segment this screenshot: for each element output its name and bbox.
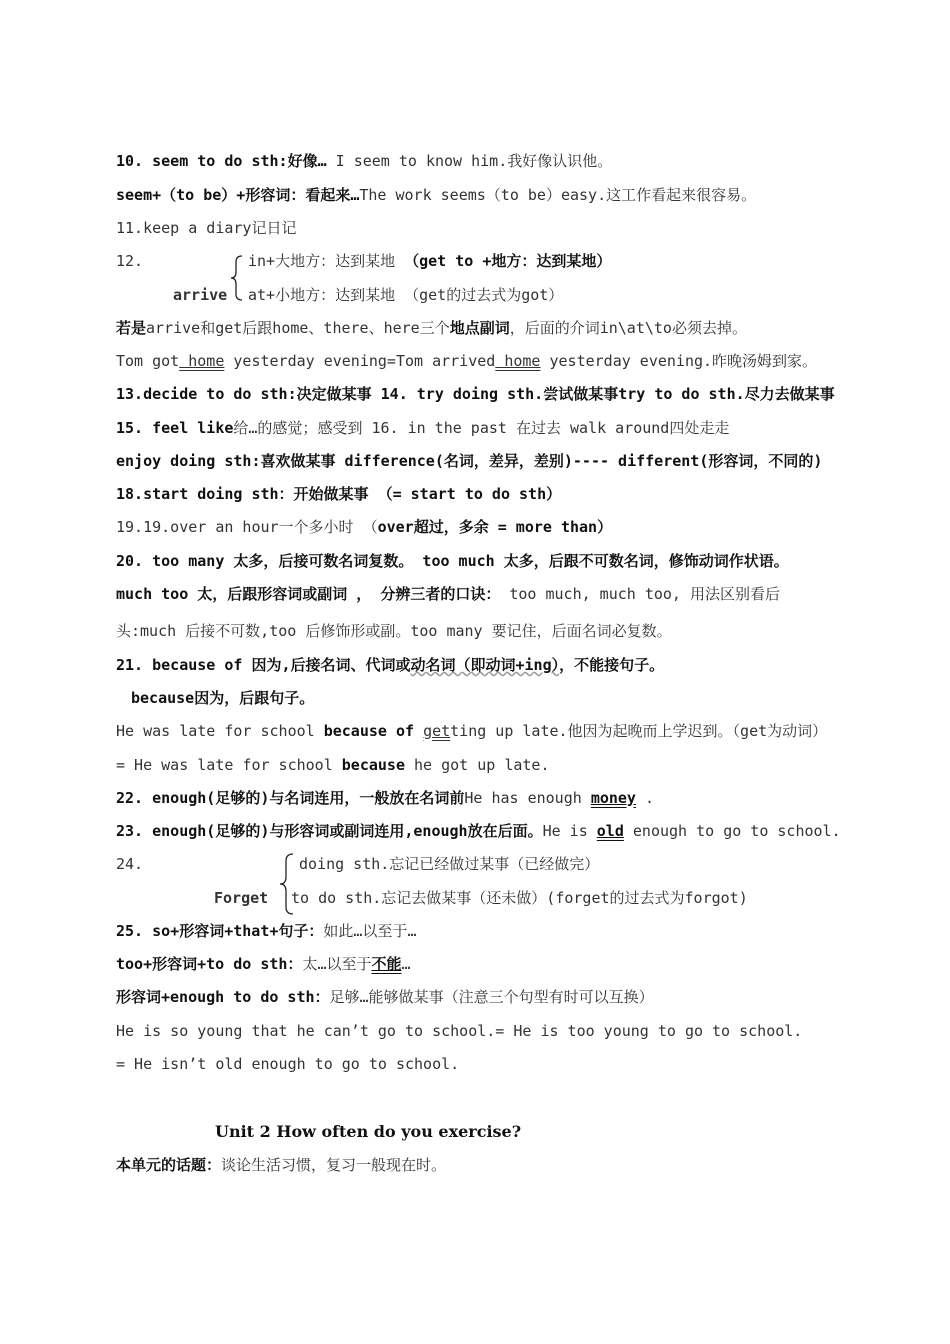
item-18-line: 18.start doing sth：开始做某事 （= start to do sth） (116, 485, 562, 503)
place-adverb-rule: 若是arrive和get后跟home、there、here三个地点副词，后面的介词in\at\to必须去掉。 (116, 319, 747, 337)
item-11-line: 11.keep a diary记日记 (116, 219, 297, 237)
arrive-word: arrive (173, 286, 228, 304)
so-that-example: He is so young that he can’t go to school.= He is too young to go to school. (116, 1022, 803, 1040)
forget-word: Forget (214, 889, 269, 907)
too-to-line: too+形容词+to do sth：太…以至于不能… (116, 955, 411, 973)
because-of-example: He was late for school because of getting up late.他因为起晚而上学迟到。（get为动词） (116, 722, 828, 740)
item-22-line: 22. enough(足够的)与名词连用，一般放在名词前He has enough money . (116, 789, 655, 807)
seem-adj-line: seem+（to be）+形容词：看起来…The work seems（to be）easy.这工作看起来很容易。 (116, 186, 757, 204)
item-13-14-line: 13.decide to do sth:决定做某事 14. try doing sth.尝试做某事try to do sth.尽力去做某事 (116, 385, 835, 403)
tom-example: Tom got home yesterday evening=Tom arrived home yesterday evening.昨晚汤姆到家。 (116, 352, 818, 370)
enjoy-line: enjoy doing sth:喜欢做某事 difference(名词，差异，差别)---- different(形容词，不同的) (116, 452, 823, 470)
forget-doing-line: doing sth.忘记已经做过某事（已经做完） (299, 855, 600, 873)
arrive-at-line: at+小地方：达到某地 （get的过去式为got） (248, 286, 564, 304)
unit-topic-line: 本单元的话题：谈论生活习惯，复习一般现在时。 (116, 1156, 447, 1174)
item-19-line: 19.19.over an hour一个多小时 （over超过，多余 = more than） (116, 518, 613, 536)
forget-to-do-line: to do sth.忘记去做某事（还未做）(forget的过去式为forgot) (291, 889, 748, 907)
mnemonic-line: 头:much 后接不可数,too 后修饰形或副。too many 要记住，后面名词必复数。 (116, 622, 672, 640)
enough-to-line: 形容词+enough to do sth：足够…能够做某事（注意三个句型有时可以互换） (116, 988, 654, 1006)
item-23-line: 23. enough(足够的)与形容词或副词连用,enough放在后面。He is old enough to go to school. (116, 822, 841, 840)
arrive-in-line: in+大地方：达到某地 （get to +地方：达到某地） (248, 252, 612, 270)
item-15-16-line: 15. feel like给…的感觉；感受到 16. in the past 在过去 walk around四处走走 (116, 419, 730, 437)
item-12-number: 12. (116, 252, 144, 270)
item-10-line: 10. seem to do sth:好像… I seem to know him.我好像认识他。 (116, 152, 613, 170)
item-25-line: 25. so+形容词+that+句子：如此…以至于… (116, 922, 417, 940)
item-24-number: 24. (116, 855, 144, 873)
because-line: because因为，后跟句子。 (131, 689, 315, 707)
left-brace-icon (230, 254, 244, 302)
enough-example: = He isn’t old enough to go to school. (116, 1055, 460, 1073)
item-20-line: 20. too many 太多，后接可数名词复数。 too much 太多，后跟不可数名词，修饰动词作状语。 (116, 552, 789, 570)
much-too-line: much too 太，后跟形容词或副词 ， 分辨三者的口诀： too much, much too, 用法区别看后 (116, 585, 780, 603)
unit-title: Unit 2 How often do you exercise? (215, 1122, 522, 1141)
because-example: = He was late for school because he got up late. (116, 756, 550, 774)
item-21-line: 21. because of 因为,后接名词、代词或动名词（即动词+ing），不能接句子。 (116, 656, 665, 674)
